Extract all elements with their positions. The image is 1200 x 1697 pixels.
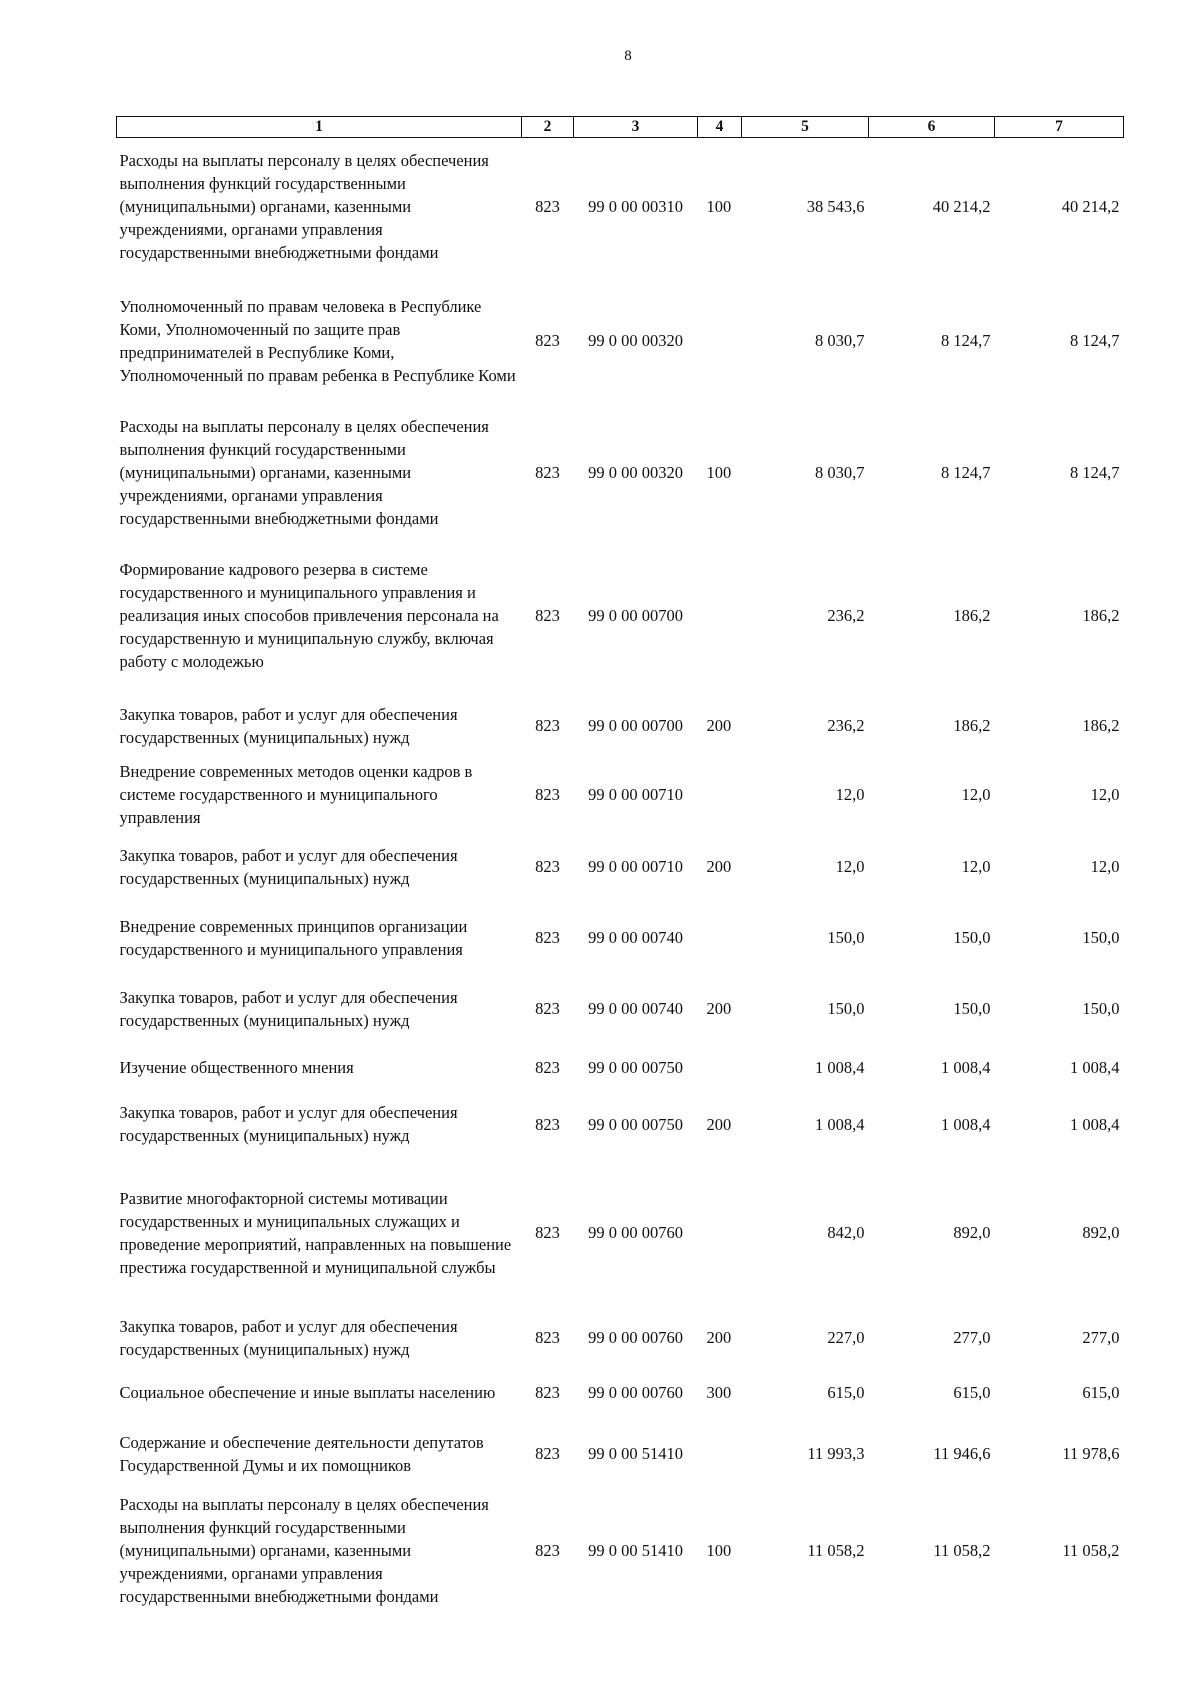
row-value-6: 892,0 — [953, 1223, 991, 1242]
row-value-5: 11 058,2 — [807, 1541, 865, 1560]
row-csr: 99 0 00 00320 — [588, 331, 683, 350]
budget-table — [116, 116, 1124, 1612]
row-vr: 100 — [706, 1541, 732, 1560]
row-value-7: 11 058,2 — [1062, 1541, 1120, 1560]
row-vr: 200 — [706, 1328, 732, 1347]
row-name: Развитие многофакторной системы мотивации государственных и муниципальных служащих и проведение мероприятий, направленных на повышение престижа государственной и муниципальной службы — [119, 1188, 512, 1277]
row-vr — [698, 538, 742, 693]
row-csr: 99 0 00 00700 — [588, 716, 683, 735]
row-name: Уполномоченный по правам человека в Республике Коми, Уполномоченный по защите прав предпринимателей в Республике Коми, Уполномоченный по правам ребенка в Республике Коми — [119, 296, 516, 385]
row-grbs: 823 — [535, 1444, 560, 1463]
page-number: 8 — [624, 48, 632, 64]
row-value-5: 150,0 — [827, 928, 865, 947]
column-header-2: 2 — [522, 117, 574, 138]
row-grbs: 823 — [535, 928, 560, 947]
row-csr: 99 0 00 00740 — [588, 928, 683, 947]
table-row — [117, 275, 1124, 407]
row-csr: 99 0 00 00750 — [588, 1058, 683, 1077]
row-value-6: 615,0 — [953, 1383, 991, 1402]
row-value-6: 40 214,2 — [932, 196, 991, 216]
row-value-5: 12,0 — [835, 785, 865, 804]
row-grbs: 823 — [535, 605, 560, 625]
row-name: Расходы на выплаты персоналу в целях обеспечения выполнения функций государственными (муниципальными) органами, казенными учреждениями, органами управления государственными внебюджетными фондами — [119, 1495, 489, 1606]
table-row — [117, 903, 1124, 973]
row-value-7: 40 214,2 — [1061, 196, 1120, 216]
row-name: Закупка товаров, работ и услуг для обеспечения государственных (муниципальных) нужд — [119, 987, 458, 1030]
row-value-5: 227,0 — [827, 1328, 865, 1347]
row-name: Социальное обеспечение и иные выплаты населению — [119, 1383, 496, 1402]
row-value-5: 615,0 — [827, 1383, 865, 1402]
column-header-3: 3 — [574, 117, 698, 138]
row-csr: 99 0 00 00710 — [588, 857, 683, 876]
row-value-7: 892,0 — [1082, 1223, 1120, 1242]
row-grbs: 823 — [535, 716, 560, 735]
row-name: Внедрение современных принципов организации государственного и муниципального управления — [119, 916, 468, 959]
column-header-1: 1 — [117, 117, 522, 138]
row-value-7: 1 008,4 — [1070, 1058, 1120, 1077]
row-csr: 99 0 00 00310 — [588, 196, 683, 216]
row-value-6: 8 124,7 — [941, 331, 991, 350]
table-row — [117, 831, 1124, 903]
row-name: Закупка товаров, работ и услуг для обеспечения государственных (муниципальных) нужд — [119, 704, 458, 747]
table-row — [117, 138, 1124, 275]
row-value-6: 11 946,6 — [933, 1444, 991, 1463]
row-name: Содержание и обеспечение деятельности депутатов Государственной Думы и их помощников — [119, 1432, 484, 1475]
row-name: Закупка товаров, работ и услуг для обеспечения государственных (муниципальных) нужд — [119, 845, 458, 888]
row-value-5: 150,0 — [827, 999, 865, 1018]
row-value-7: 150,0 — [1082, 999, 1120, 1018]
row-grbs: 823 — [535, 331, 560, 350]
row-name: Закупка товаров, работ и услуг для обеспечения государственных (муниципальных) нужд — [119, 1103, 458, 1145]
row-value-6: 12,0 — [961, 857, 991, 876]
row-value-6: 186,2 — [953, 716, 991, 735]
row-value-5: 1 008,4 — [815, 1058, 865, 1077]
table-row — [117, 407, 1124, 538]
row-vr: 200 — [706, 999, 732, 1018]
row-value-6: 8 124,7 — [941, 462, 991, 482]
column-header-6: 6 — [869, 117, 995, 138]
row-value-5: 8 030,7 — [815, 462, 865, 482]
column-header-7: 7 — [995, 117, 1124, 138]
row-vr: 200 — [706, 857, 732, 876]
row-value-5: 12,0 — [835, 857, 865, 876]
table-row — [117, 1158, 1124, 1308]
row-value-6: 1 008,4 — [941, 1058, 991, 1077]
table-row — [117, 973, 1124, 1045]
row-vr: 300 — [706, 1383, 732, 1402]
row-csr: 99 0 00 51410 — [588, 1541, 683, 1560]
row-vr: 200 — [706, 1114, 732, 1134]
row-vr — [698, 275, 742, 407]
table-row — [117, 759, 1124, 831]
row-value-7: 186,2 — [1082, 716, 1120, 735]
table-row — [117, 1308, 1124, 1368]
row-csr: 99 0 00 00740 — [588, 999, 683, 1018]
table-row — [117, 1368, 1124, 1418]
row-value-6: 12,0 — [961, 785, 991, 804]
row-vr: 200 — [706, 716, 732, 735]
row-name: Расходы на выплаты персоналу в целях обеспечения выполнения функций государственными (муниципальными) органами, казенными учреждениями, органами управления государственными внебюджетными фондами — [119, 416, 489, 528]
row-value-5: 8 030,7 — [815, 331, 865, 350]
row-csr: 99 0 00 00760 — [588, 1223, 683, 1242]
row-grbs: 823 — [535, 857, 560, 876]
row-csr: 99 0 00 00760 — [588, 1383, 683, 1402]
row-value-7: 8 124,7 — [1070, 462, 1120, 482]
row-csr: 99 0 00 51410 — [588, 1444, 683, 1463]
row-csr: 99 0 00 00320 — [588, 462, 683, 482]
row-name: Изучение общественного мнения — [119, 1058, 354, 1077]
table-row — [117, 693, 1124, 759]
row-name: Закупка товаров, работ и услуг для обеспечения государственных (муниципальных) нужд — [119, 1316, 458, 1359]
header-row — [117, 117, 1124, 138]
row-name: Формирование кадрового резерва в системе государственного и муниципального управления и реализация иных способов привлечения персонала на государственную и муниципальную службу, включая работу с молодежью — [119, 559, 499, 671]
row-value-7: 12,0 — [1090, 785, 1120, 804]
row-csr: 99 0 00 00750 — [588, 1114, 683, 1134]
row-name: Внедрение современных методов оценки кадров в системе государственного и муниципального управления — [119, 762, 473, 827]
row-value-5: 842,0 — [827, 1223, 865, 1242]
row-value-6: 150,0 — [953, 999, 991, 1018]
row-value-5: 1 008,4 — [815, 1114, 865, 1134]
table-row — [117, 1418, 1124, 1490]
row-value-6: 11 058,2 — [933, 1541, 991, 1560]
row-grbs: 823 — [535, 785, 560, 804]
column-header-5: 5 — [742, 117, 869, 138]
row-value-7: 12,0 — [1090, 857, 1120, 876]
table-body — [117, 138, 1124, 1612]
row-grbs: 823 — [535, 1541, 560, 1560]
row-grbs: 823 — [535, 1383, 560, 1402]
row-value-7: 277,0 — [1082, 1328, 1120, 1347]
row-value-6: 277,0 — [953, 1328, 991, 1347]
row-value-7: 186,2 — [1082, 605, 1120, 625]
row-vr — [698, 903, 742, 973]
row-value-7: 8 124,7 — [1070, 331, 1120, 350]
row-grbs: 823 — [535, 1223, 560, 1242]
table-header — [117, 117, 1124, 138]
row-value-7: 615,0 — [1082, 1383, 1120, 1402]
row-grbs: 823 — [535, 1058, 560, 1077]
row-value-5: 236,2 — [827, 716, 865, 735]
row-value-6: 186,2 — [953, 605, 991, 625]
row-grbs: 823 — [535, 1328, 560, 1347]
row-grbs: 823 — [535, 462, 560, 482]
row-csr: 99 0 00 00760 — [588, 1328, 683, 1347]
row-value-6: 1 008,4 — [941, 1114, 991, 1134]
table-row — [117, 1045, 1124, 1091]
table-row — [117, 1490, 1124, 1612]
row-csr: 99 0 00 00700 — [588, 605, 683, 625]
row-grbs: 823 — [535, 196, 560, 216]
row-value-5: 38 543,6 — [806, 196, 865, 216]
row-value-7: 150,0 — [1082, 928, 1120, 947]
row-csr: 99 0 00 00710 — [588, 785, 683, 804]
row-vr — [698, 1158, 742, 1308]
column-header-4: 4 — [698, 117, 742, 138]
row-vr — [698, 1045, 742, 1091]
row-name: Расходы на выплаты персоналу в целях обеспечения выполнения функций государственными (муниципальными) органами, казенными учреждениями, органами управления государственными внебюджетными фондами — [119, 150, 489, 262]
row-vr — [698, 759, 742, 831]
row-vr — [698, 1418, 742, 1490]
table-row — [117, 538, 1124, 693]
row-value-7: 1 008,4 — [1070, 1114, 1120, 1134]
row-value-5: 236,2 — [827, 605, 865, 625]
row-value-5: 11 993,3 — [807, 1444, 865, 1463]
row-vr: 100 — [706, 462, 732, 482]
row-grbs: 823 — [535, 999, 560, 1018]
row-vr: 100 — [706, 196, 732, 216]
row-grbs: 823 — [535, 1114, 560, 1134]
row-value-6: 150,0 — [953, 928, 991, 947]
row-value-7: 11 978,6 — [1062, 1444, 1120, 1463]
table-row — [117, 1091, 1124, 1158]
